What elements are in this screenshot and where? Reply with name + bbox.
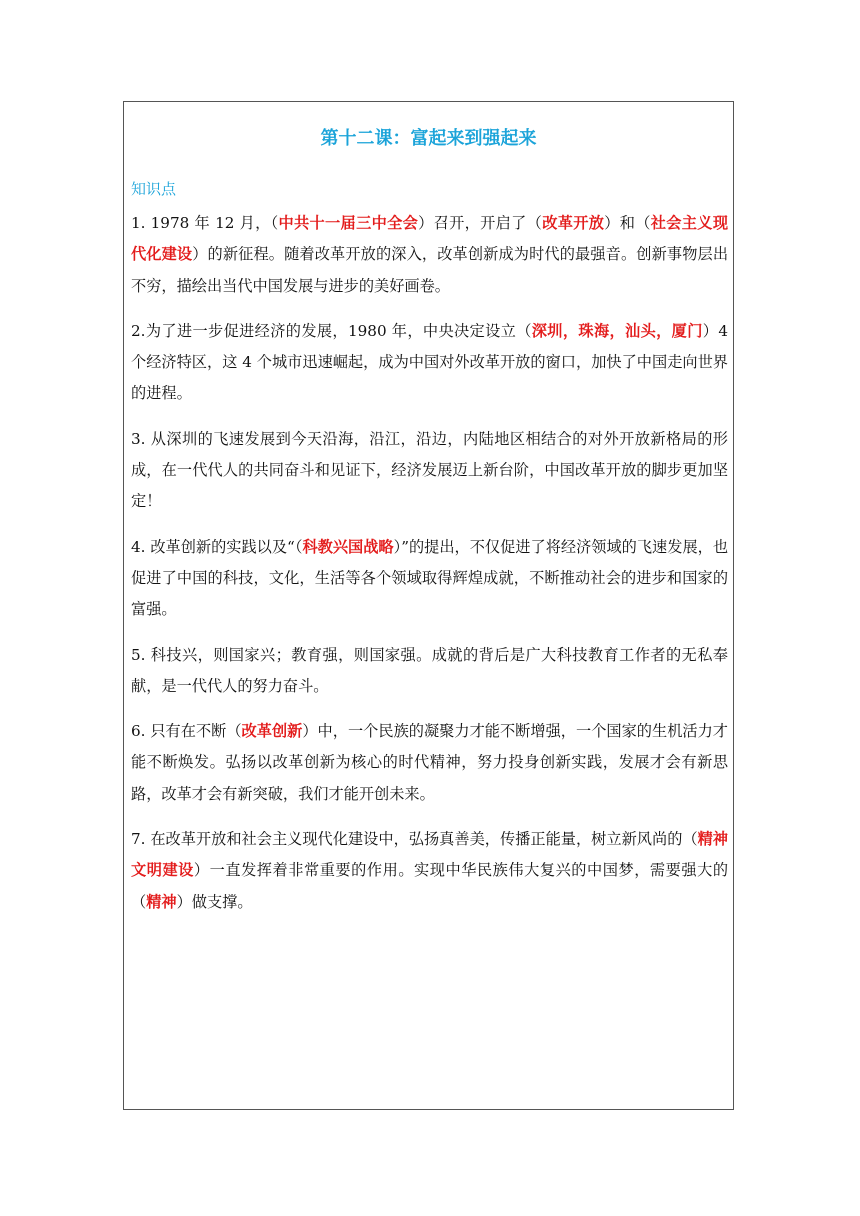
knowledge-point-7 xyxy=(131,824,728,918)
paragraph-text: ）和（ xyxy=(604,214,651,232)
paragraph-text: 5. 科技兴，则国家兴；教育强，则国家强。成就的背后是广大科技教育工作者的无私奉献，是一代代人的努力奋斗。 xyxy=(131,645,728,695)
paragraph-text: ）的新征程。随着改革开放的深入，改革创新成为时代的最强音。创新事物层出不穷，描绘出当代中国发展与进步的美好画卷。 xyxy=(131,245,729,295)
paragraph-text: ）一直发挥着非常重要的作用。实现中华民族伟大复兴的中国梦，需要强大的（ xyxy=(131,861,729,911)
knowledge-points xyxy=(131,208,728,932)
knowledge-point-5 xyxy=(131,640,728,703)
paragraph-text: 1. 1978 年 12 月，（ xyxy=(131,214,279,232)
content-frame xyxy=(123,101,734,1110)
paragraph-text: ）4 个经济特区，这 4 个城市迅速崛起，成为中国对外改革开放的窗口，加快了中国走向世界的进程。 xyxy=(131,321,728,403)
lesson-title: 第十二课：富起来到强起来 xyxy=(320,128,537,149)
knowledge-point-6 xyxy=(131,716,728,810)
paragraph-text: 4. 改革创新的实践以及“（ xyxy=(131,537,303,556)
highlighted-answer: 深圳，珠海，汕头，厦门 xyxy=(531,321,703,340)
paragraph-text: 7. 在改革开放和社会主义现代化建设中，弘扬真善美，传播正能量，树立新风尚的（ xyxy=(131,830,698,849)
paragraph-text: ）做支撑。 xyxy=(176,892,253,911)
paragraph-text: 2.为了进一步促进经济的发展，1980 年，中央决定设立（ xyxy=(131,321,532,340)
paragraph-text: ）中，一个民族的凝聚力才能不断增强，一个国家的生机活力才能不断焕发。弘扬以改革创新为核心的时代精神，努力投身创新实践，发展才会有新思路，改革才会有新突破，我们才能开创未来。 xyxy=(131,722,728,803)
paragraph-text: ）”的提出，不仅促进了将经济领域的飞速发展，也促进了中国的科技，文化，生活等各个领域取得辉煌成就，不断推动社会的进步和国家的富强。 xyxy=(131,537,729,619)
paragraph-text: ）召开，开启了（ xyxy=(418,214,543,232)
knowledge-point-1 xyxy=(131,208,728,302)
paragraph-text: 6. 只有在不断（ xyxy=(131,722,242,741)
highlighted-answer: 精神文明建设 xyxy=(131,830,728,880)
knowledge-point-3 xyxy=(131,424,728,518)
highlighted-answer: 中共十一届三中全会 xyxy=(278,214,419,232)
highlighted-answer: 社会主义现代化建设 xyxy=(131,214,729,264)
highlighted-answer: 精神 xyxy=(146,892,177,911)
section-label: 知识点 xyxy=(131,180,177,198)
highlighted-answer: 科教兴国战略 xyxy=(302,537,394,556)
highlighted-answer: 改革开放 xyxy=(542,214,605,232)
knowledge-point-2 xyxy=(131,316,728,410)
paragraph-text: 3. 从深圳的飞速发展到今天沿海，沿江，沿边，内陆地区相结合的对外开放新格局的形成，在一代代人的共同奋斗和见证下，经济发展迈上新台阶，中国改革开放的脚步更加坚定！ xyxy=(131,429,728,511)
highlighted-answer: 改革创新 xyxy=(241,722,303,741)
knowledge-point-4 xyxy=(131,532,728,626)
